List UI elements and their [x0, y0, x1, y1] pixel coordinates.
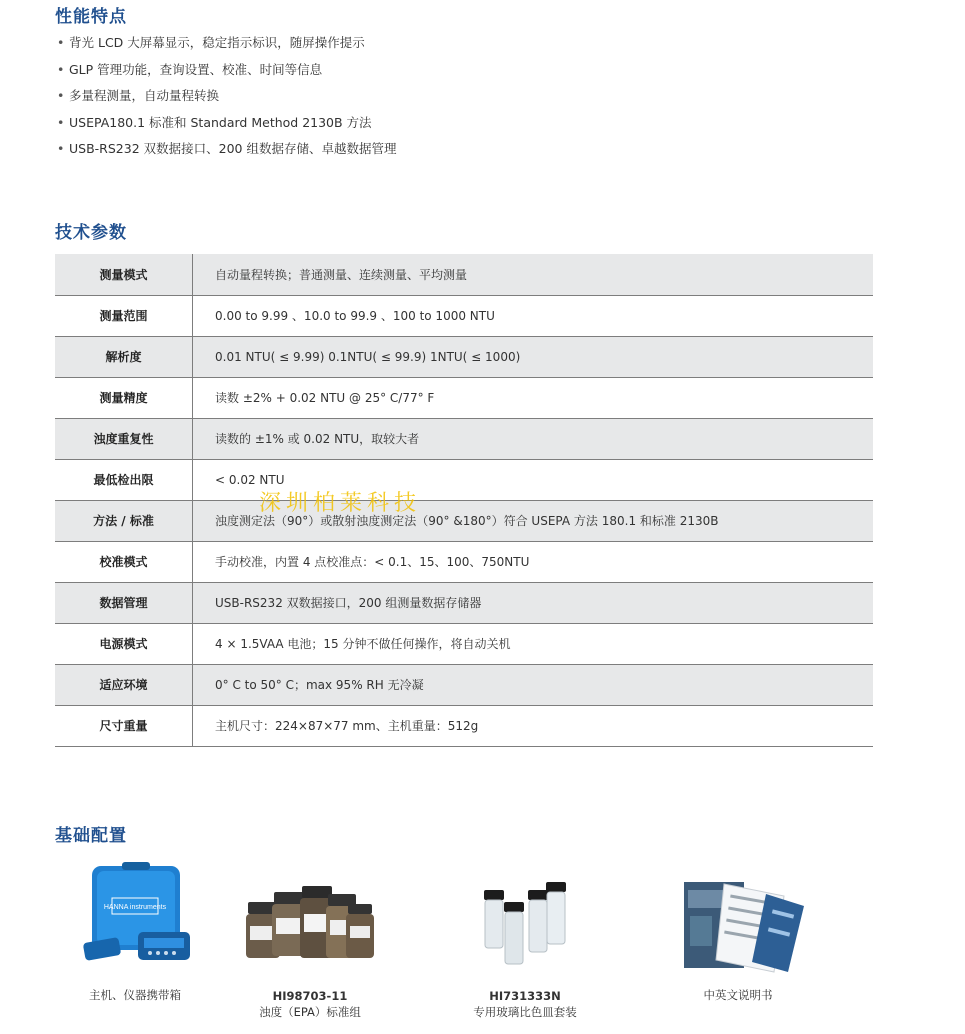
cuvettes-image	[480, 882, 572, 968]
config-title: 基础配置	[55, 826, 127, 846]
spec-key: 适应环境	[55, 664, 193, 705]
case-brand-text: HANNA instruments	[103, 904, 167, 911]
bullet-icon: •	[57, 88, 65, 104]
spec-key: 电源模式	[55, 623, 193, 664]
spec-row	[55, 541, 873, 582]
spec-key: 方法 / 标准	[55, 500, 193, 541]
config-caption: 专用玻璃比色皿套装	[473, 1005, 577, 1019]
spec-row	[55, 623, 873, 664]
spec-key: 测量精度	[55, 377, 193, 418]
config-caption: 主机、仪器携带箱	[89, 988, 181, 1002]
carrying-case-image	[78, 862, 198, 967]
bullet-icon: •	[57, 141, 65, 157]
spec-row	[55, 664, 873, 705]
config-item-cuvettes	[445, 988, 605, 1020]
config-caption: 中英文说明书	[703, 988, 773, 1002]
spec-value: 浊度测定法（90°）或散射浊度测定法（90° &180°）符合 USEPA 方法 180.1 和标准 2130B	[193, 500, 874, 541]
spec-key: 尺寸重量	[55, 705, 193, 746]
config-item-standards	[230, 988, 390, 1020]
spec-table	[55, 254, 873, 747]
spec-key: 测量模式	[55, 254, 193, 295]
specs-title: 技术参数	[55, 223, 127, 243]
spec-value: 4 × 1.5VAA 电池；15 分钟不做任何操作，将自动关机	[193, 623, 874, 664]
spec-row	[55, 582, 873, 623]
spec-row	[55, 500, 873, 541]
spec-row	[55, 418, 873, 459]
spec-row	[55, 705, 873, 746]
spec-key: 测量范围	[55, 295, 193, 336]
feature-item	[57, 61, 396, 88]
spec-row	[55, 295, 873, 336]
spec-key: 最低检出限	[55, 459, 193, 500]
spec-row	[55, 459, 873, 500]
spec-value: 0.00 to 9.99 、10.0 to 99.9 、100 to 1000 NTU	[193, 295, 874, 336]
config-code: HI98703-11	[272, 989, 348, 1003]
spec-row	[55, 336, 873, 377]
spec-value: 主机尺寸：224×87×77 mm、主机重量：512g	[193, 705, 874, 746]
config-item-case	[60, 987, 210, 1003]
spec-value: 自动量程转换；普通测量、连续测量、平均测量	[193, 254, 874, 295]
feature-item	[57, 34, 396, 61]
feature-text: USEPA180.1 标准和 Standard Method 2130B 方法	[69, 114, 372, 130]
spec-row	[55, 254, 873, 295]
config-caption: 浊度（EPA）标准组	[259, 1005, 361, 1019]
spec-value: < 0.02 NTU	[193, 459, 874, 500]
spec-key: 解析度	[55, 336, 193, 377]
features-list	[57, 34, 396, 167]
features-title: 性能特点	[55, 7, 127, 27]
feature-item	[57, 114, 396, 141]
spec-value: 0.01 NTU( ≤ 9.99) 0.1NTU( ≤ 99.9) 1NTU( ≤ 1000)	[193, 336, 874, 377]
config-code: HI731333N	[489, 989, 561, 1003]
feature-item	[57, 87, 396, 114]
spec-value: 读数 ±2% + 0.02 NTU @ 25° C/77° F	[193, 377, 874, 418]
spec-key: 数据管理	[55, 582, 193, 623]
feature-text: USB-RS232 双数据接口、200 组数据存储、卓越数据管理	[69, 141, 397, 157]
spec-key: 浊度重复性	[55, 418, 193, 459]
bullet-icon: •	[57, 114, 65, 130]
bullet-icon: •	[57, 35, 65, 50]
feature-text: 多量程测量，自动量程转换	[69, 88, 220, 104]
spec-value: USB-RS232 双数据接口，200 组测量数据存储器	[193, 582, 874, 623]
bullet-icon: •	[57, 61, 65, 77]
spec-key: 校准模式	[55, 541, 193, 582]
watermark-text: 深圳柏莱科技	[259, 491, 422, 516]
feature-item	[57, 140, 396, 167]
feature-text: GLP 管理功能，查询设置、校准、时间等信息	[69, 61, 323, 77]
spec-value: 手动校准，内置 4 点校准点：< 0.1、15、100、750NTU	[193, 541, 874, 582]
feature-text: 背光 LCD 大屏幕显示，稳定指示标识，随屏操作提示	[69, 35, 365, 50]
manuals-image	[680, 876, 808, 974]
spec-row	[55, 377, 873, 418]
spec-value: 读数的 ±1% 或 0.02 NTU，取较大者	[193, 418, 874, 459]
standard-bottles-image	[244, 884, 376, 964]
spec-value: 0° C to 50° C；max 95% RH 无冷凝	[193, 664, 874, 705]
config-item-manual	[668, 987, 808, 1003]
